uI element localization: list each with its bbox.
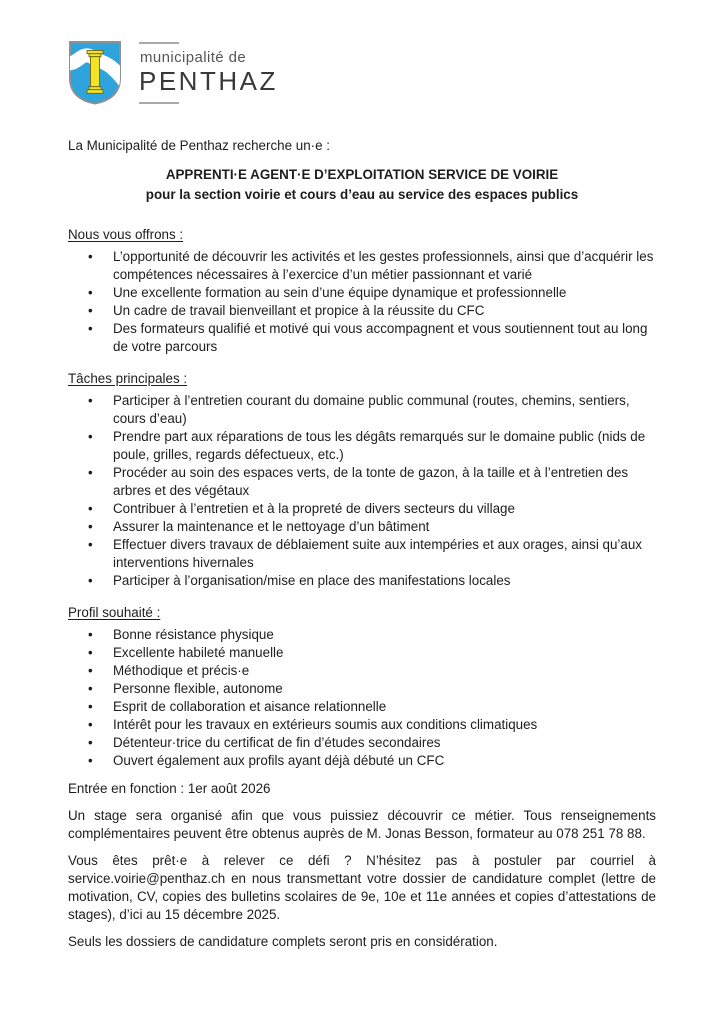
list-item bbox=[68, 428, 656, 464]
bullet-icon: • bbox=[88, 249, 93, 264]
bullet-icon: • bbox=[88, 627, 93, 642]
paragraph-complete-files-note: Seuls les dossiers de candidature complets seront pris en considération. bbox=[68, 934, 498, 949]
logo-org-small: municipalité de bbox=[140, 49, 247, 67]
section-offer bbox=[68, 226, 656, 356]
list-item bbox=[68, 752, 656, 770]
bullet-icon: • bbox=[88, 429, 93, 444]
list-item bbox=[68, 734, 656, 752]
bullet-icon: • bbox=[88, 645, 93, 660]
list-item bbox=[68, 662, 656, 680]
bullet-icon: • bbox=[88, 285, 93, 300]
section-heading-profile: Profil souhaité : bbox=[68, 605, 161, 620]
bullet-icon: • bbox=[88, 303, 93, 318]
list-item-text: Un cadre de travail bienveillant et propice à la réussite du CFC bbox=[113, 303, 485, 318]
list-item-text: Détenteur·trice du certificat de fin d’études secondaires bbox=[113, 735, 441, 750]
list-item bbox=[68, 716, 656, 734]
section-tasks bbox=[68, 370, 656, 590]
list-item bbox=[68, 518, 656, 536]
job-title bbox=[68, 165, 656, 205]
list-item-text: Bonne résistance physique bbox=[113, 627, 274, 642]
job-title-line2: pour la section voirie et cours d’eau au service des espaces publics bbox=[145, 187, 579, 202]
list-item-text: Assurer la maintenance et le nettoyage d’un bâtiment bbox=[113, 519, 430, 534]
tasks-list bbox=[68, 392, 656, 590]
list-item-text: Contribuer à l’entretien et à la propreté de divers secteurs du village bbox=[113, 501, 515, 516]
logo-rule-bottom bbox=[139, 102, 179, 104]
list-item-text: Méthodique et précis·e bbox=[113, 663, 250, 678]
bullet-icon: • bbox=[88, 321, 93, 336]
logo-rule-top bbox=[139, 42, 179, 44]
bullet-icon: • bbox=[88, 663, 93, 678]
list-item-text: Prendre part aux réparations de tous les dégâts remarqués sur le domaine public (nids de poule, grilles, regards défectueux, etc.) bbox=[113, 429, 646, 462]
list-item bbox=[68, 500, 656, 518]
section-heading-tasks: Tâches principales : bbox=[68, 371, 188, 386]
list-item bbox=[68, 536, 656, 572]
section-heading-offer: Nous vous offrons : bbox=[68, 227, 184, 242]
list-item bbox=[68, 572, 656, 590]
list-item bbox=[68, 248, 656, 284]
bullet-icon: • bbox=[88, 393, 93, 408]
job-title-line1: APPRENTI·E AGENT·E D’EXPLOITATION SERVICE DE VOIRIE bbox=[165, 167, 559, 182]
bullet-icon: • bbox=[88, 735, 93, 750]
list-item bbox=[68, 680, 656, 698]
bullet-icon: • bbox=[88, 465, 93, 480]
logo-org-large: PENTHAZ bbox=[139, 66, 278, 97]
profile-list bbox=[68, 626, 656, 770]
logo bbox=[68, 40, 656, 106]
list-item-text: Une excellente formation au sein d’une équipe dynamique et professionnelle bbox=[113, 285, 567, 300]
list-item-text: Des formateurs qualifié et motivé qui vous accompagnent et vous soutiennent tout au long de votre parcours bbox=[113, 321, 648, 354]
list-item-text: Personne flexible, autonome bbox=[113, 681, 283, 696]
list-item bbox=[68, 392, 656, 428]
paragraph-internship-info: Un stage sera organisé afin que vous puissiez découvrir ce métier. Tous renseignements complémentaires peuvent être obtenus auprès de M. Jonas Besson, formateur au 078 251 78 88. bbox=[68, 808, 656, 841]
list-item-text: Excellente habileté manuelle bbox=[113, 645, 284, 660]
list-item bbox=[68, 698, 656, 716]
list-item bbox=[68, 626, 656, 644]
list-item bbox=[68, 284, 656, 302]
bullet-icon: • bbox=[88, 753, 93, 768]
bullet-icon: • bbox=[88, 699, 93, 714]
paragraph-apply-instructions: Vous êtes prêt·e à relever ce défi ? N’hésitez pas à postuler par courriel à service.voirie@penthaz.ch en nous transmettant votre dossier de candidature complet (lettre de motivation, CV, copies des bulletins scolaires de 9e, 10e et 11e années et copies d’attestations de stages), d’ici au 15 décembre 2025. bbox=[68, 853, 656, 922]
list-item-text: Effectuer divers travaux de déblaiement suite aux intempéries et aux orages, ainsi qu’aux interventions hivernales bbox=[113, 537, 642, 570]
bullet-icon: • bbox=[88, 537, 93, 552]
list-item bbox=[68, 320, 656, 356]
list-item-text: Participer à l’organisation/mise en place des manifestations locales bbox=[113, 573, 511, 588]
bullet-icon: • bbox=[88, 519, 93, 534]
list-item-text: Esprit de collaboration et aisance relationnelle bbox=[113, 699, 387, 714]
list-item bbox=[68, 464, 656, 500]
penthaz-coat-of-arms-icon bbox=[68, 40, 122, 106]
offer-list bbox=[68, 248, 656, 356]
bullet-icon: • bbox=[88, 501, 93, 516]
intro-line: La Municipalité de Penthaz recherche un·e : bbox=[68, 138, 331, 153]
list-item-text: Ouvert également aux profils ayant déjà débuté un CFC bbox=[113, 753, 445, 768]
list-item-text: Intérêt pour les travaux en extérieurs soumis aux conditions climatiques bbox=[113, 717, 538, 732]
list-item bbox=[68, 302, 656, 320]
list-item bbox=[68, 644, 656, 662]
list-item-text: Participer à l’entretien courant du domaine public communal (routes, chemins, sentiers, cours d’eau) bbox=[113, 393, 630, 426]
logo-text bbox=[139, 42, 278, 104]
list-item-text: Procéder au soin des espaces verts, de la tonte de gazon, à la taille et à l’entretien des arbres et des végétaux bbox=[113, 465, 629, 498]
list-item-text: L’opportunité de découvrir les activités et les gestes professionnels, ainsi que d’acquérir les compétences nécessaires à l’exercice d’un métier passionnant et varié bbox=[113, 249, 654, 282]
bullet-icon: • bbox=[88, 717, 93, 732]
entry-date-line: Entrée en fonction : 1er août 2026 bbox=[68, 781, 271, 796]
bullet-icon: • bbox=[88, 681, 93, 696]
bullet-icon: • bbox=[88, 573, 93, 588]
section-profile bbox=[68, 604, 656, 770]
